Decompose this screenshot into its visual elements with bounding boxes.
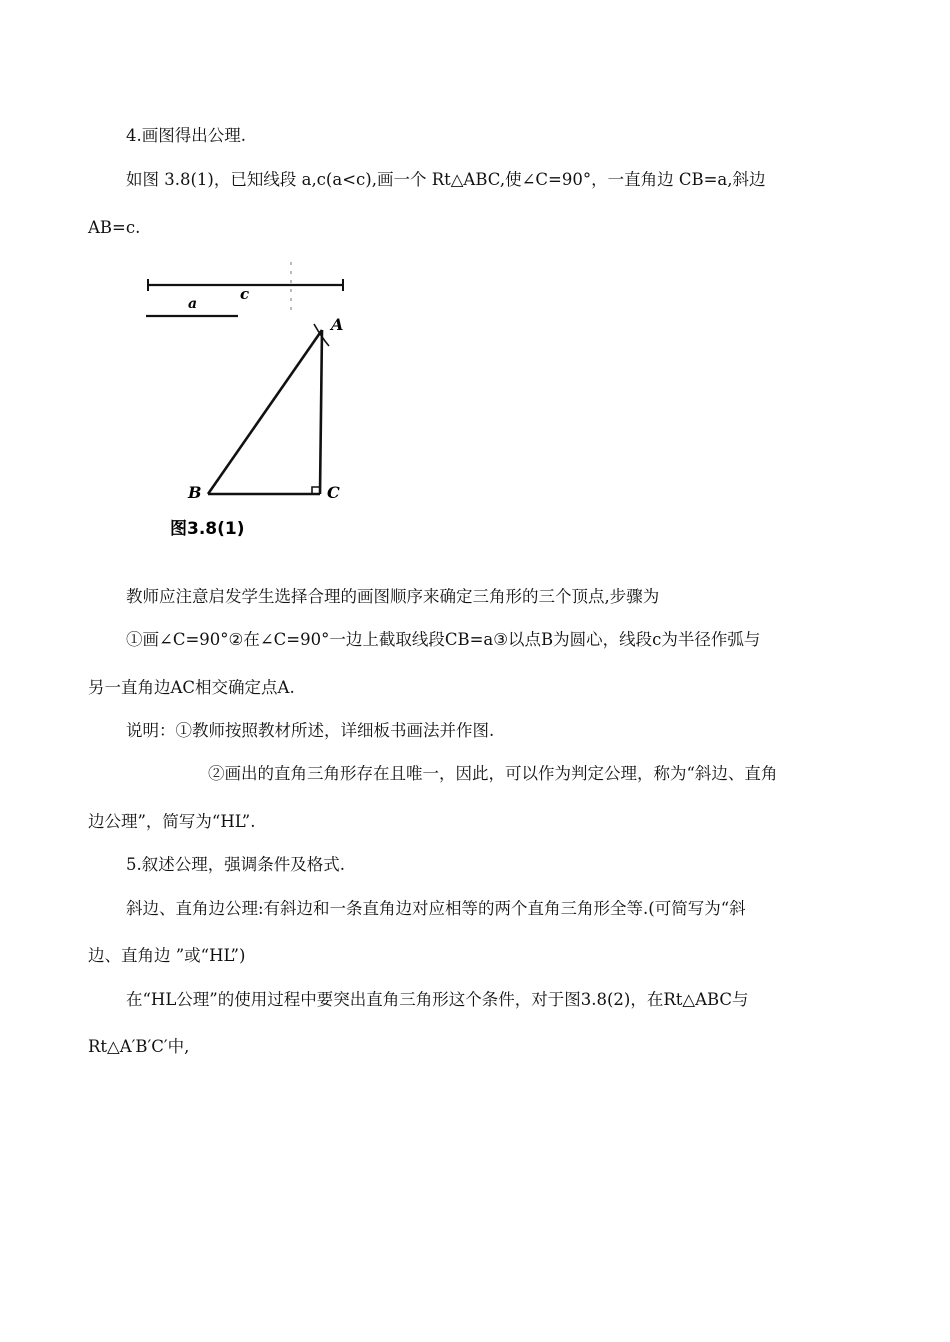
paragraph-line: Rt△A′B′C′中, (88, 1037, 190, 1056)
side-ca (320, 330, 322, 494)
label-B: B (188, 483, 202, 502)
side-ab (208, 330, 322, 494)
paragraph-line: 说明：①教师按照教材所述，详细板书画法并作图. (126, 721, 495, 740)
paragraph-line: 斜边、直角边公理:有斜边和一条直角边对应相等的两个直角三角形全等.(可简写为“斜 (126, 899, 746, 918)
figure-3-8-1 (140, 250, 370, 550)
figure-caption: 图3.8(1) (170, 519, 245, 539)
paragraph-line: AB=c. (88, 218, 141, 237)
paragraph-line: 教师应注意启发学生选择合理的画图顺序来确定三角形的三个顶点,步骤为 (126, 587, 660, 606)
triangle-construction-diagram (140, 250, 370, 550)
paragraph-line: 边、直角边 ”或“HL”) (88, 946, 246, 965)
paragraph-line: 边公理”，简写为“HL”. (88, 812, 256, 831)
paragraph-line: ①画∠C=90°②在∠C=90°一边上截取线段CB=a③以点B为圆心，线段c为半径作弧与 (126, 630, 761, 649)
section-heading-4: 4.画图得出公理. (126, 126, 246, 145)
section-heading-5: 5.叙述公理，强调条件及格式. (126, 855, 345, 874)
label-c: c (240, 285, 250, 303)
label-a: a (188, 296, 198, 312)
paragraph-line: 在“HL公理”的使用过程中要突出直角三角形这个条件，对于图3.8(2)，在Rt△ABC与 (126, 990, 749, 1009)
paragraph-line: 如图 3.8(1)，已知线段 a,c(a<c),画一个 Rt△ABC,使∠C=90°，一直角边 CB=a,斜边 (126, 170, 766, 189)
label-A: A (331, 315, 344, 334)
label-C: C (327, 483, 340, 502)
paragraph-line: 另一直角边AC相交确定点A. (88, 678, 295, 697)
paragraph-line: ②画出的直角三角形存在且唯一，因此，可以作为判定公理，称为“斜边、直角 (208, 764, 778, 783)
